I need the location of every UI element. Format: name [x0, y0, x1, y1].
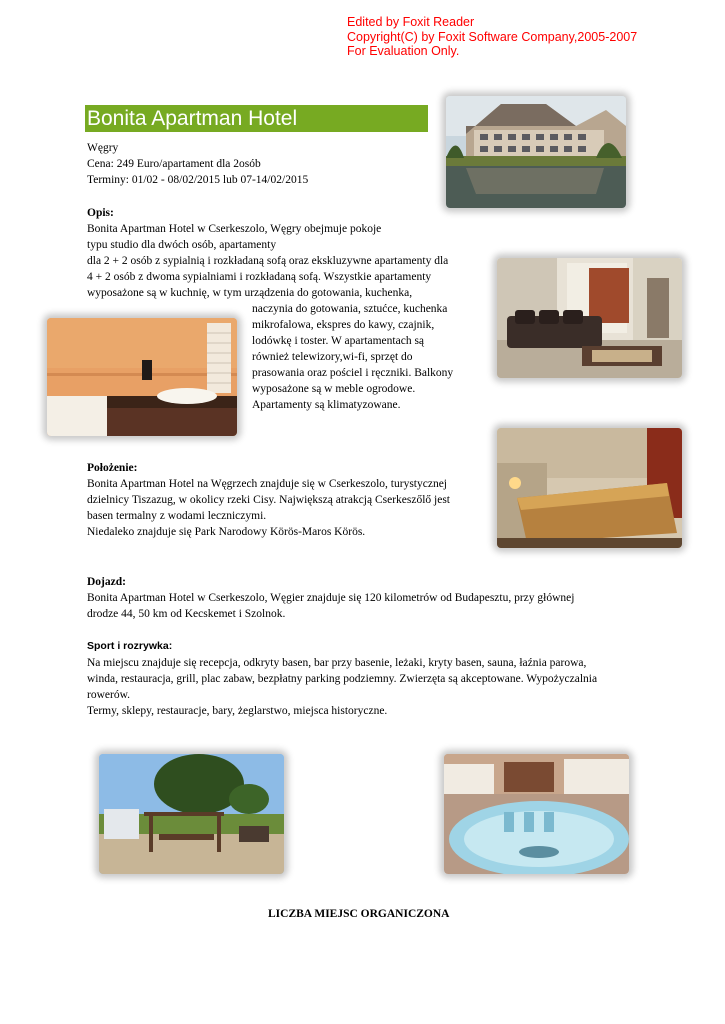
sport-line: rowerów. — [87, 689, 131, 701]
opis-line: typu studio dla dwóch osób, apartamenty — [87, 239, 277, 251]
sport-line: Na miejscu znajduje się recepcja, odkryty basen, bar przy basenie, leżaki, kryty basen, sauna, łaźnia parowa, — [87, 657, 587, 669]
opis-line: Bonita Apartman Hotel w Cserkeszolo, Węgry obejmuje pokoje — [87, 223, 382, 235]
title-bar — [85, 105, 428, 132]
polozenie-line: Niedaleko znajduje się Park Narodowy Körös-Maros Körös. — [87, 526, 366, 538]
hotel-exterior-photo — [446, 96, 626, 208]
garden-playground-photo — [99, 754, 284, 874]
watermark-line-3: For Evaluation Only. — [347, 44, 460, 58]
sport-line: winda, restauracja, grill, plac zabaw, bezpłatny parking podziemny. Zwierzęta są akceptowane. Wypożyczalnia — [87, 673, 598, 685]
opis-line: 4 + 2 osób z dwoma sypialniami i rozkładaną sofą. Wszystkie apartamenty — [87, 271, 432, 283]
dojazd-line: Bonita Apartman Hotel w Cserkeszolo, Węgier znajduje się 120 kilometrów od Budapesztu, przy głównej — [87, 592, 575, 604]
polozenie-line: Bonita Apartman Hotel na Węgrzech znajduje się w Cserkeszolo, turystycznej — [87, 478, 448, 490]
bathroom-photo — [47, 318, 237, 436]
opis-line: wyposażone są w kuchnię, w tym urządzenia do gotowania, kuchenka, — [87, 287, 413, 299]
polozenie-heading: Położenie: — [87, 462, 138, 474]
opis-heading: Opis: — [87, 207, 114, 219]
opis-line: również telewizory,wi-fi, sprzęt do — [252, 351, 413, 363]
sport-heading: Sport i rozrywka: — [87, 640, 173, 652]
opis-line: Apartamenty są klimatyzowane. — [252, 399, 401, 411]
polozenie-line: dzielnicy Tiszazug, w okolicy rzeki Cisy. Największą atrakcją Cserkeszőlő jest — [87, 494, 451, 506]
info-dates: Terminy: 01/02 - 08/02/2015 lub 07-14/02/2015 — [87, 174, 309, 186]
opis-line: lodówkę i toster. W apartamentach są — [252, 335, 425, 347]
info-price: Cena: 249 Euro/apartament dla 2osób — [87, 158, 261, 170]
footer-note: LICZBA MIEJSC ORGANICZONA — [268, 908, 450, 920]
sport-line: Termy, sklepy, restauracje, bary, żeglarstwo, miejsca historyczne. — [87, 705, 388, 717]
opis-line: mikrofalowa, ekspres do kawy, czajnik, — [252, 319, 435, 331]
bedroom-photo — [497, 428, 682, 548]
watermark-line-1: Edited by Foxit Reader — [347, 15, 475, 29]
opis-line: prasowania oraz pościel i ręczniki. Balkony — [252, 367, 454, 379]
polozenie-line: basen termalny z wodami leczniczymi. — [87, 510, 267, 522]
dojazd-line: drodze 44, 50 km od Kecskemet i Szolnok. — [87, 608, 286, 620]
watermark-line-2: Copyright(C) by Foxit Software Company,2005-2007 — [347, 29, 638, 44]
opis-line: dla 2 + 2 osób z sypialnią i rozkładaną sofą oraz ekskluzywne apartamenty dla — [87, 255, 449, 267]
dojazd-heading: Dojazd: — [87, 576, 126, 588]
info-country: Węgry — [87, 142, 119, 154]
foxit-watermark — [347, 15, 637, 59]
living-room-photo — [497, 258, 682, 378]
page-title: Bonita Apartman Hotel — [87, 107, 298, 130]
opis-line: wyposażone są w meble ogrodowe. — [252, 383, 416, 395]
swimming-pool-photo — [444, 754, 629, 874]
opis-line: naczynia do gotowania, sztućce, kuchenka — [252, 303, 448, 315]
